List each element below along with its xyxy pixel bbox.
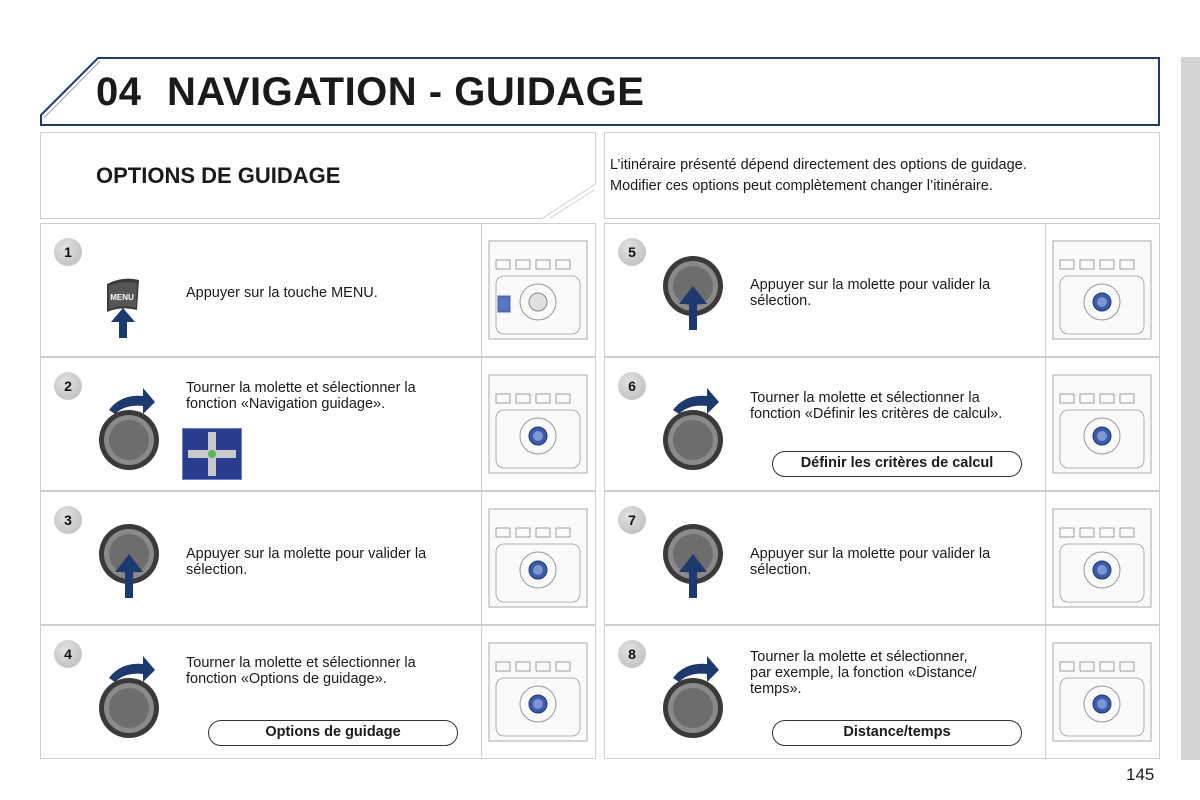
control-panel-image	[488, 508, 588, 608]
step-2	[40, 357, 596, 491]
step-number: 8	[618, 640, 646, 668]
step-line: Appuyer sur la touche MENU.	[186, 285, 378, 301]
step-text	[750, 390, 1040, 422]
menu-option-pill: Distance/temps	[772, 720, 1022, 746]
press-dial-icon	[93, 514, 183, 610]
side-tab	[1181, 57, 1200, 760]
step-text	[186, 546, 476, 578]
step-number: 4	[54, 640, 82, 668]
menu-option-pill: Options de guidage	[208, 720, 458, 746]
step-number: 3	[54, 506, 82, 534]
step-number: 2	[54, 372, 82, 400]
step-line: Appuyer sur la molette pour valider la	[750, 277, 991, 293]
step-5	[604, 223, 1160, 357]
control-panel-image	[1052, 642, 1152, 742]
control-panel-image	[488, 374, 588, 474]
control-panel-image	[1052, 374, 1152, 474]
rotate-dial-icon	[657, 380, 747, 476]
menu-button-press-icon	[93, 246, 183, 342]
step-number: 6	[618, 372, 646, 400]
step-text	[186, 285, 476, 301]
intro-line: Modifier ces options peut complètement changer l’itinéraire.	[610, 178, 993, 194]
rotate-dial-icon	[93, 648, 183, 744]
rotate-dial-icon	[657, 648, 747, 744]
step-text	[186, 655, 476, 687]
step-line: fonction «Options de guidage».	[186, 671, 387, 687]
intro-line: L’itinéraire présenté dépend directement des options de guidage.	[610, 157, 1027, 173]
step-line: Tourner la molette et sélectionner la	[750, 390, 980, 406]
step-line: sélection.	[186, 562, 248, 578]
press-dial-icon	[657, 246, 747, 342]
control-panel-image	[1052, 240, 1152, 340]
navigation-guidance-icon	[182, 428, 242, 480]
step-line: fonction «Navigation guidage».	[186, 396, 386, 412]
chapter-number: 04	[96, 70, 142, 114]
step-line: Appuyer sur la molette pour valider la	[186, 546, 427, 562]
step-line: Appuyer sur la molette pour valider la	[750, 546, 991, 562]
press-dial-icon	[657, 514, 747, 610]
step-6	[604, 357, 1160, 491]
step-3	[40, 491, 596, 625]
menu-key-label: MENU	[110, 293, 134, 302]
step-8	[604, 625, 1160, 759]
step-text	[186, 380, 476, 412]
step-4	[40, 625, 596, 759]
step-line: fonction «Définir les critères de calcul».	[750, 406, 1003, 422]
chapter-title: NAVIGATION - GUIDAGE	[167, 70, 645, 114]
step-line: Tourner la molette et sélectionner la	[186, 655, 416, 671]
step-1	[40, 223, 596, 357]
step-text	[750, 277, 1040, 309]
rotate-dial-icon	[93, 380, 183, 476]
step-number: 7	[618, 506, 646, 534]
step-line: sélection.	[750, 293, 812, 309]
step-line: Tourner la molette et sélectionner la	[186, 380, 416, 396]
step-number: 1	[54, 238, 82, 266]
control-panel-image	[1052, 508, 1152, 608]
page-number: 145	[1126, 765, 1155, 784]
step-line: par exemple, la fonction «Distance/	[750, 665, 977, 681]
step-line: temps».	[750, 681, 802, 697]
step-text	[750, 649, 1040, 697]
step-line: sélection.	[750, 562, 812, 578]
control-panel-image	[488, 240, 588, 340]
step-line: Tourner la molette et sélectionner,	[750, 649, 968, 665]
control-panel-image	[488, 642, 588, 742]
intro-text	[610, 155, 1150, 197]
step-7	[604, 491, 1160, 625]
section-title: OPTIONS DE GUIDAGE	[96, 163, 341, 188]
step-number: 5	[618, 238, 646, 266]
step-text	[750, 546, 1040, 578]
menu-option-pill: Définir les critères de calcul	[772, 451, 1022, 477]
